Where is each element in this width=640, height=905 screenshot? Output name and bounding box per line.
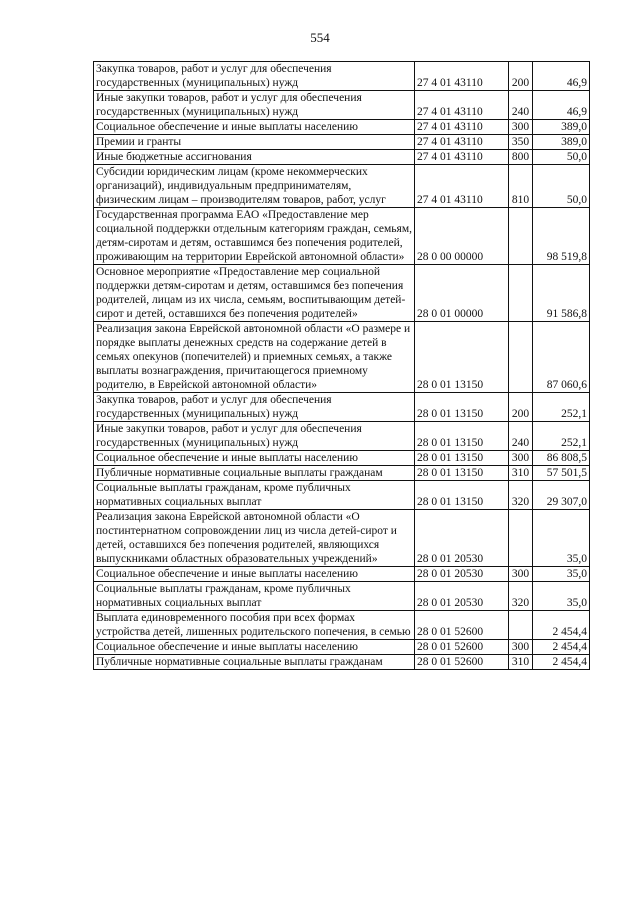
row-target-code: 28 0 01 52600	[415, 611, 509, 640]
row-target-code: 28 0 01 13150	[415, 481, 509, 510]
row-target-code: 28 0 01 20530	[415, 582, 509, 611]
row-amount: 57 501,5	[533, 466, 590, 481]
table-row	[94, 265, 590, 322]
row-amount: 98 519,8	[533, 208, 590, 265]
row-description: Социальные выплаты гражданам, кроме публичных нормативных социальных выплат	[94, 582, 415, 611]
table-row	[94, 466, 590, 481]
row-expense-type: 300	[509, 567, 533, 582]
row-amount: 2 454,4	[533, 655, 590, 670]
row-expense-type: 350	[509, 135, 533, 150]
row-expense-type	[509, 611, 533, 640]
row-target-code: 28 0 01 20530	[415, 510, 509, 567]
row-target-code: 27 4 01 43110	[415, 150, 509, 165]
table-row	[94, 393, 590, 422]
row-expense-type: 300	[509, 640, 533, 655]
row-target-code: 27 4 01 43110	[415, 120, 509, 135]
row-target-code: 28 0 01 13150	[415, 466, 509, 481]
table-row	[94, 135, 590, 150]
row-expense-type: 800	[509, 150, 533, 165]
row-amount: 252,1	[533, 393, 590, 422]
table-row	[94, 481, 590, 510]
row-description: Основное мероприятие «Предоставление мер социальной поддержки детям-сиротам и детям, оставшимся без попечения родителей, лицам из их числа, семьям, воспитывающим детей-сирот и детей, оставшихся без попечения родителей»	[94, 265, 415, 322]
table-row	[94, 150, 590, 165]
row-amount: 50,0	[533, 165, 590, 208]
row-expense-type	[509, 265, 533, 322]
row-description: Закупка товаров, работ и услуг для обеспечения государственных (муниципальных) нужд	[94, 62, 415, 91]
table-row	[94, 655, 590, 670]
row-expense-type: 320	[509, 582, 533, 611]
row-expense-type: 200	[509, 62, 533, 91]
row-expense-type: 810	[509, 165, 533, 208]
row-expense-type: 240	[509, 422, 533, 451]
row-expense-type: 310	[509, 655, 533, 670]
row-description: Закупка товаров, работ и услуг для обеспечения государственных (муниципальных) нужд	[94, 393, 415, 422]
row-description: Реализация закона Еврейской автономной области «О размере и порядке выплаты денежных средств на содержание детей в семьях опекунов (попечителей) и приемных семьях, а также выплаты вознаграждения, причитающегося приемному родителю, в Еврейской автономной области»	[94, 322, 415, 393]
row-amount: 46,9	[533, 62, 590, 91]
row-amount: 35,0	[533, 510, 590, 567]
table-row	[94, 422, 590, 451]
row-expense-type: 320	[509, 481, 533, 510]
row-description: Социальные выплаты гражданам, кроме публичных нормативных социальных выплат	[94, 481, 415, 510]
row-amount: 46,9	[533, 91, 590, 120]
table-row	[94, 640, 590, 655]
row-target-code: 27 4 01 43110	[415, 135, 509, 150]
row-target-code: 27 4 01 43110	[415, 91, 509, 120]
row-expense-type: 240	[509, 91, 533, 120]
row-description: Публичные нормативные социальные выплаты гражданам	[94, 466, 415, 481]
row-expense-type	[509, 208, 533, 265]
row-expense-type: 300	[509, 451, 533, 466]
row-target-code: 28 0 00 00000	[415, 208, 509, 265]
row-description: Иные закупки товаров, работ и услуг для обеспечения государственных (муниципальных) нужд	[94, 422, 415, 451]
row-description: Субсидии юридическим лицам (кроме некоммерческих организаций), индивидуальным предпринимателям, физическим лицам – производителям товаров, работ, услуг	[94, 165, 415, 208]
table-row	[94, 451, 590, 466]
row-amount: 86 808,5	[533, 451, 590, 466]
row-target-code: 28 0 01 52600	[415, 640, 509, 655]
table-row	[94, 208, 590, 265]
row-target-code: 28 0 01 13150	[415, 393, 509, 422]
row-description: Социальное обеспечение и иные выплаты населению	[94, 640, 415, 655]
row-amount: 91 586,8	[533, 265, 590, 322]
table-row	[94, 322, 590, 393]
row-expense-type: 200	[509, 393, 533, 422]
table-row	[94, 611, 590, 640]
row-description: Иные закупки товаров, работ и услуг для обеспечения государственных (муниципальных) нужд	[94, 91, 415, 120]
row-target-code: 28 0 01 00000	[415, 265, 509, 322]
row-description: Социальное обеспечение и иные выплаты населению	[94, 120, 415, 135]
row-amount: 389,0	[533, 120, 590, 135]
row-amount: 35,0	[533, 567, 590, 582]
row-description: Публичные нормативные социальные выплаты гражданам	[94, 655, 415, 670]
row-description: Социальное обеспечение и иные выплаты населению	[94, 451, 415, 466]
table-row	[94, 62, 590, 91]
row-expense-type: 300	[509, 120, 533, 135]
row-amount: 87 060,6	[533, 322, 590, 393]
row-description: Реализация закона Еврейской автономной области «О постинтернатном сопровождении лиц из числа детей-сирот и детей, оставшихся без попечения родителей, являющихся выпускниками областных образовательных учреждений»	[94, 510, 415, 567]
row-description: Выплата единовременного пособия при всех формах устройства детей, лишенных родительского попечения, в семью	[94, 611, 415, 640]
row-amount: 252,1	[533, 422, 590, 451]
row-target-code: 28 0 01 13150	[415, 451, 509, 466]
row-amount: 389,0	[533, 135, 590, 150]
table-row	[94, 567, 590, 582]
row-target-code: 28 0 01 13150	[415, 322, 509, 393]
table-row	[94, 120, 590, 135]
row-expense-type	[509, 322, 533, 393]
row-target-code: 28 0 01 52600	[415, 655, 509, 670]
row-expense-type	[509, 510, 533, 567]
row-description: Государственная программа ЕАО «Предоставление мер социальной поддержки отдельным категориям граждан, семьям, детям-сиротам и детям, оставшимся без попечения родителей, проживающим на территории Еврейской автономной области»	[94, 208, 415, 265]
table-row	[94, 582, 590, 611]
table-row	[94, 510, 590, 567]
table-row	[94, 165, 590, 208]
row-target-code: 28 0 01 20530	[415, 567, 509, 582]
row-description: Премии и гранты	[94, 135, 415, 150]
page-number: 554	[310, 30, 330, 45]
row-description: Иные бюджетные ассигнования	[94, 150, 415, 165]
row-target-code: 28 0 01 13150	[415, 422, 509, 451]
row-expense-type: 310	[509, 466, 533, 481]
row-target-code: 27 4 01 43110	[415, 165, 509, 208]
row-amount: 29 307,0	[533, 481, 590, 510]
budget-table	[93, 61, 590, 670]
row-amount: 2 454,4	[533, 640, 590, 655]
row-amount: 50,0	[533, 150, 590, 165]
budget-table-body	[94, 62, 590, 670]
row-amount: 35,0	[533, 582, 590, 611]
row-amount: 2 454,4	[533, 611, 590, 640]
table-row	[94, 91, 590, 120]
row-target-code: 27 4 01 43110	[415, 62, 509, 91]
row-description: Социальное обеспечение и иные выплаты населению	[94, 567, 415, 582]
